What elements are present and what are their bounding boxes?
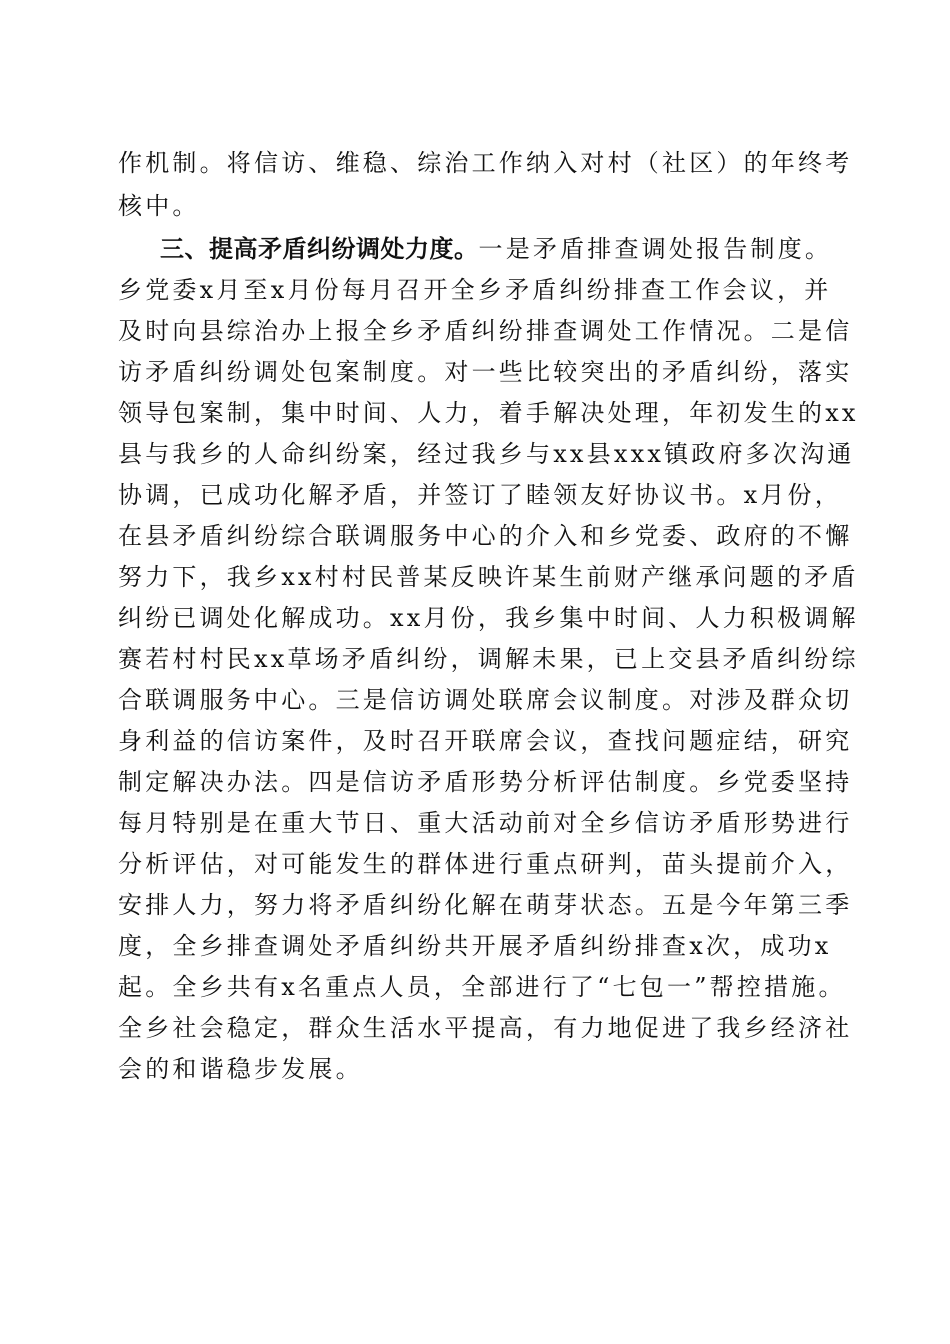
paragraph-line: 协调，已成功化解矛盾，并签订了睦领友好协议书。x月份， bbox=[118, 481, 842, 509]
paragraph-line: 每月特别是在重大节日、重大活动前对全乡信访矛盾形势进行 bbox=[118, 809, 853, 837]
paragraph-line: 及时向县综治办上报全乡矛盾纠纷排查调处工作情况。二是信 bbox=[118, 317, 853, 345]
paragraph-line: 会的和谐稳步发展。 bbox=[118, 1055, 363, 1083]
paragraph-line: 安排人力，努力将矛盾纠纷化解在萌芽状态。五是今年第三季 bbox=[118, 891, 853, 919]
paragraph-line: 核中。 bbox=[118, 192, 200, 220]
paragraph-line: 赛若村村民xx草场矛盾纠纷，调解未果，已上交县矛盾纠纷综 bbox=[118, 645, 859, 673]
paragraph-line: 身利益的信访案件，及时召开联席会议，查找问题症结，研究 bbox=[118, 727, 853, 755]
paragraph-line: 县与我乡的人命纠纷案，经过我乡与xx县xxx镇政府多次沟通 bbox=[118, 440, 855, 468]
section-heading: 三、提高矛盾纠纷调处力度。 bbox=[160, 235, 479, 263]
section-lead-text: 一是矛盾排查调处报告制度。 bbox=[478, 235, 833, 263]
paragraph-line: 全乡社会稳定，群众生活水平提高，有力地促进了我乡经济社 bbox=[118, 1014, 853, 1042]
paragraph-line: 乡党委x月至x月份每月召开全乡矛盾纠纷排查工作会议，并 bbox=[118, 276, 832, 304]
paragraph-line: 起。全乡共有x名重点人员，全部进行了“七包一”帮控措施。 bbox=[118, 973, 846, 1001]
paragraph-line: 作机制。将信访、维稳、综治工作纳入对村（社区）的年终考 bbox=[118, 149, 853, 177]
paragraph-line: 度，全乡排查调处矛盾纠纷共开展矛盾纠纷排查x次，成功x bbox=[118, 932, 832, 960]
paragraph-line: 纠纷已调处化解成功。xx月份，我乡集中时间、人力积极调解 bbox=[118, 604, 859, 632]
section-heading-line bbox=[160, 229, 833, 269]
paragraph-line: 分析评估，对可能发生的群体进行重点研判，苗头提前介入， bbox=[118, 850, 853, 878]
paragraph-line: 制定解决办法。四是信访矛盾形势分析评估制度。乡党委坚持 bbox=[118, 768, 853, 796]
paragraph-line: 努力下，我乡xx村村民普某反映许某生前财产继承问题的矛盾 bbox=[118, 563, 859, 591]
paragraph-line: 合联调服务中心。三是信访调处联席会议制度。对涉及群众切 bbox=[118, 686, 853, 714]
paragraph-line: 在县矛盾纠纷综合联调服务中心的介入和乡党委、政府的不懈 bbox=[118, 522, 853, 550]
paragraph-line: 访矛盾纠纷调处包案制度。对一些比较突出的矛盾纠纷，落实 bbox=[118, 358, 853, 386]
paragraph-line: 领导包案制，集中时间、人力，着手解决处理，年初发生的xx bbox=[118, 399, 859, 427]
